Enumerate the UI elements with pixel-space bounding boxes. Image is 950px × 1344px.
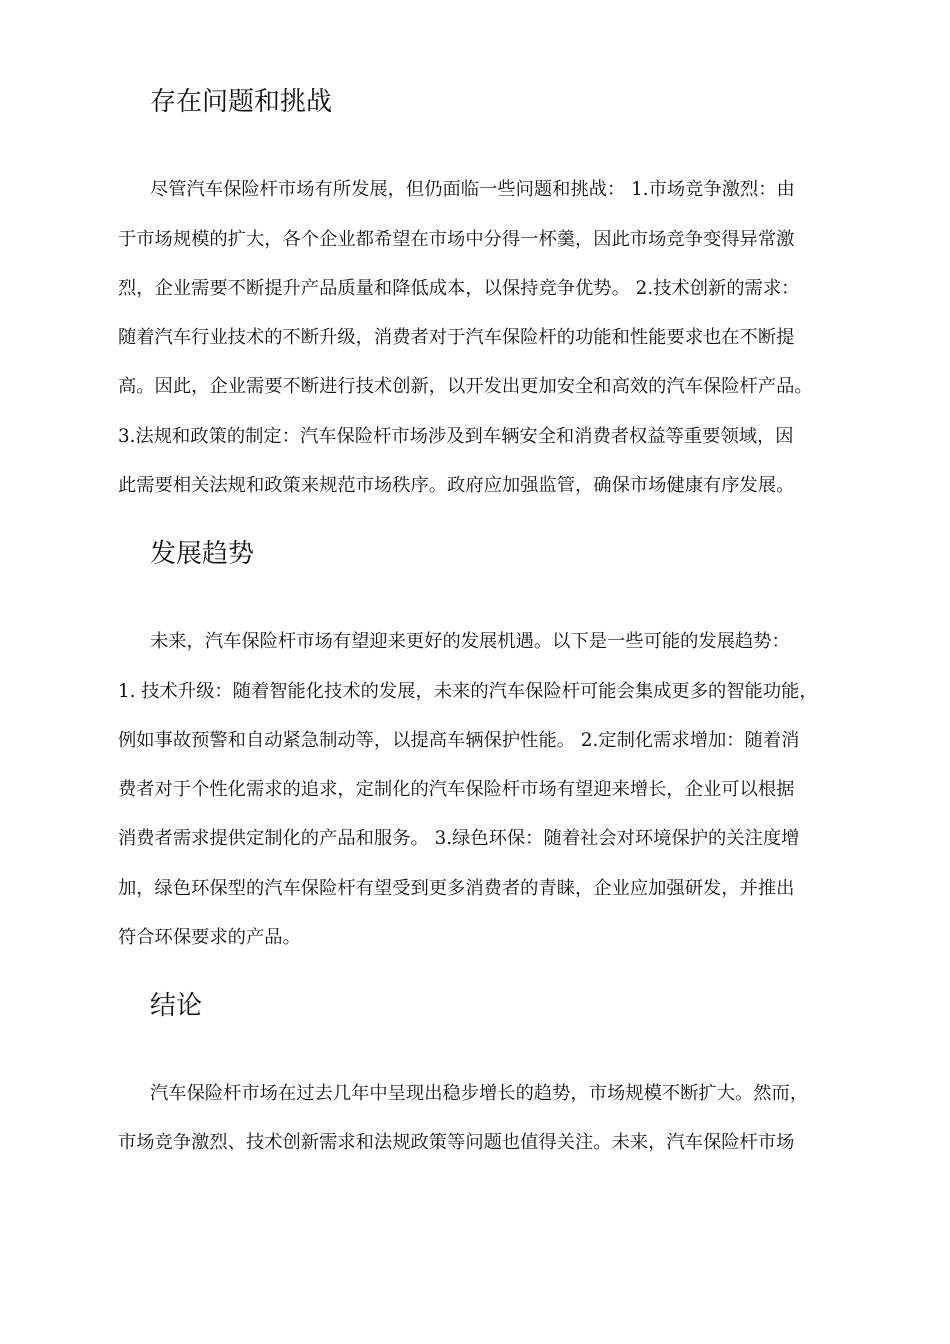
paragraph-line: 汽车保险杆市场在过去几年中呈现出稳步增长的趋势，市场规模不断扩大。然而，: [150, 1083, 809, 1104]
paragraph-line: 市场竞争激烈、技术创新需求和法规政策等问题也值得关注。未来，汽车保险杆市场: [118, 1132, 795, 1153]
paragraph-line: 费者对于个性化需求的追求，定制化的汽车保险杆市场有望迎来增长，企业可以根据: [118, 779, 795, 800]
section-heading-trends: 发展趋势: [150, 539, 255, 569]
section-heading-conclusion: 结论: [150, 991, 203, 1021]
paragraph-line: 例如事故预警和自动紧急制动等，以提高车辆保护性能。 2.定制化需求增加：随着消: [118, 730, 800, 751]
paragraph-line: 消费者需求提供定制化的产品和服务。 3.绿色环保：随着社会对环境保护的关注度增: [118, 828, 800, 849]
paragraph-line: 3.法规和政策的制定：汽车保险杆市场涉及到车辆安全和消费者权益等重要领域，因: [118, 426, 794, 447]
paragraph-line: 烈，企业需要不断提升产品质量和降低成本，以保持竞争优势。 2.技术创新的需求：: [118, 278, 800, 299]
paragraph-line: 此需要相关法规和政策来规范市场秩序。政府应加强监管，确保市场健康有序发展。: [118, 475, 795, 496]
paragraph-line: 于市场规模的扩大，各个企业都希望在市场中分得一杯羹，因此市场竞争变得异常激: [118, 229, 795, 250]
paragraph-line: 加，绿色环保型的汽车保险杆有望受到更多消费者的青睐，企业应加强研发，并推出: [118, 878, 795, 899]
paragraph-line: 随着汽车行业技术的不断升级，消费者对于汽车保险杆的功能和性能要求也在不断提: [118, 327, 795, 348]
section-heading-challenges: 存在问题和挑战: [150, 87, 333, 117]
paragraph-line: 未来，汽车保险杆市场有望迎来更好的发展机遇。以下是一些可能的发展趋势：: [150, 631, 790, 652]
paragraph-line: 尽管汽车保险杆市场有所发展，但仍面临一些问题和挑战： 1.市场竞争激烈：由: [150, 179, 795, 200]
paragraph-line: 高。因此，企业需要不断进行技术创新，以开发出更加安全和高效的汽车保险杆产品。: [118, 376, 813, 397]
paragraph-line: 符合环保要求的产品。: [118, 927, 301, 948]
paragraph-line: 1. 技术升级：随着智能化技术的发展，未来的汽车保险杆可能会集成更多的智能功能，: [118, 681, 818, 702]
